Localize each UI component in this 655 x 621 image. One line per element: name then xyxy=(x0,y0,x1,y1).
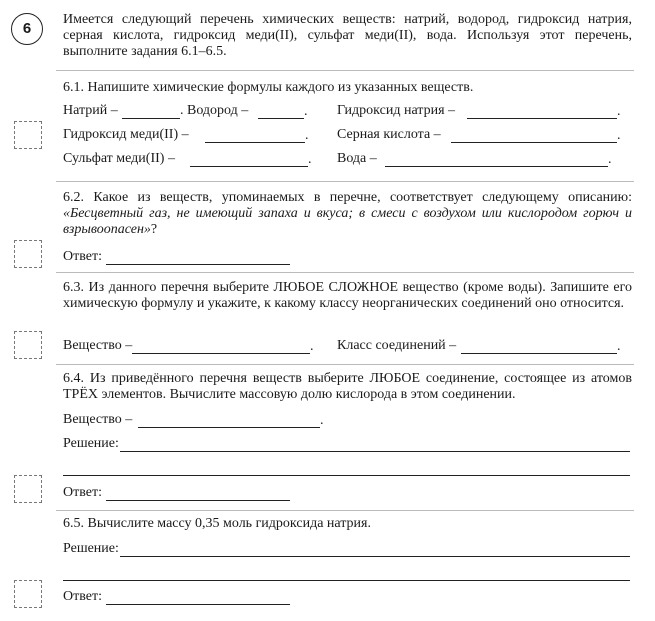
period: . xyxy=(617,104,621,119)
cuso4-answer-line[interactable] xyxy=(190,166,308,167)
task-6-1-heading: 6.1. Напишите химические формулы каждого из указанных веществ. xyxy=(63,80,474,95)
task-6-2-text xyxy=(63,190,632,238)
separator xyxy=(56,70,634,71)
task-number-badge: 6 xyxy=(11,13,43,45)
h2so4-label: Серная кислота – xyxy=(337,127,441,142)
period: . xyxy=(617,339,621,354)
cuoh2-label: Гидроксид меди(II) – xyxy=(63,127,189,142)
separator xyxy=(56,272,634,273)
sodium-answer-line[interactable] xyxy=(122,118,180,119)
task-6-4-substance-line[interactable] xyxy=(138,427,320,428)
naoh-answer-line[interactable] xyxy=(467,118,617,119)
period: . xyxy=(310,339,314,354)
task-6-4-answer-line[interactable] xyxy=(106,500,290,501)
naoh-label: Гидроксид натрия – xyxy=(337,103,456,118)
water-answer-line[interactable] xyxy=(385,166,608,167)
separator xyxy=(56,510,634,511)
period: . xyxy=(617,128,621,143)
cuso4-label: Сульфат меди(II) – xyxy=(63,151,175,166)
task-6-2-quote: «Бесцветный газ, не имеющий запаха и вкуса; в смеси с воздухом или кислородом горюч и взрывоопасен» xyxy=(63,206,632,237)
task-6-3-class-label: Класс соединений – xyxy=(337,338,457,353)
answer-box-6-2[interactable] xyxy=(14,240,42,268)
answer-box-6-3[interactable] xyxy=(14,331,42,359)
task-6-4-substance-label: Вещество – xyxy=(63,412,133,427)
task-6-4-answer-label: Ответ: xyxy=(63,485,102,500)
answer-box-6-5[interactable] xyxy=(14,580,42,608)
hydrogen-answer-line[interactable] xyxy=(258,118,304,119)
period: . xyxy=(608,152,612,167)
task-6-3-substance-line[interactable] xyxy=(132,353,310,354)
task-6-4-text: 6.4. Из приведённого перечня веществ выберите ЛЮБОЕ соединение, состоящее из атомов ТРЁХ элементов. Вычислите массовую долю кислорода в этом соединении. xyxy=(63,371,632,402)
answer-box-6-1[interactable] xyxy=(14,121,42,149)
task-6-5-answer-line[interactable] xyxy=(106,604,290,605)
task-6-4-solution-line-2[interactable] xyxy=(63,475,630,476)
intro-text: Имеется следующий перечень химических веществ: натрий, водород, гидроксид натрия, серная кислота, гидроксид меди(II), сульфат меди(II), вода. Используя этот перечень, выполните задания 6.1–6.5. xyxy=(63,12,632,59)
task-6-3-class-line[interactable] xyxy=(461,353,617,354)
hydrogen-label: . Водород – xyxy=(180,103,249,118)
task-6-5-answer-label: Ответ: xyxy=(63,589,102,604)
task-6-2-end: ? xyxy=(150,222,158,237)
cuoh2-answer-line[interactable] xyxy=(205,142,305,143)
h2so4-answer-line[interactable] xyxy=(451,142,617,143)
task-6-2-answer-label: Ответ: xyxy=(63,249,102,264)
task-6-5-solution-label: Решение: xyxy=(63,541,119,556)
task-6-5-text: 6.5. Вычислите массу 0,35 моль гидроксида натрия. xyxy=(63,516,371,531)
period: . xyxy=(308,152,312,167)
water-label: Вода – xyxy=(337,151,377,166)
task-6-2-answer-line[interactable] xyxy=(106,264,290,265)
task-6-5-solution-line-1[interactable] xyxy=(120,556,630,557)
period: . xyxy=(304,104,308,119)
separator xyxy=(56,364,634,365)
period: . xyxy=(305,128,309,143)
task-6-3-substance-label: Вещество – xyxy=(63,338,133,353)
period: . xyxy=(320,413,324,428)
task-6-5-solution-line-2[interactable] xyxy=(63,580,630,581)
task-6-2-question: 6.2. Какое из веществ, упоминаемых в перечне, соответствует следующему описанию: xyxy=(63,190,632,205)
separator xyxy=(56,181,634,182)
answer-box-6-4[interactable] xyxy=(14,475,42,503)
task-6-4-solution-label: Решение: xyxy=(63,436,119,451)
task-6-3-text: 6.3. Из данного перечня выберите ЛЮБОЕ СЛОЖНОЕ вещество (кроме воды). Запишите его химическую формулу и укажите, к какому классу неорганических соединений оно относится. xyxy=(63,280,632,311)
task-6-4-solution-line-1[interactable] xyxy=(120,451,630,452)
sodium-label: Натрий – xyxy=(63,103,118,118)
